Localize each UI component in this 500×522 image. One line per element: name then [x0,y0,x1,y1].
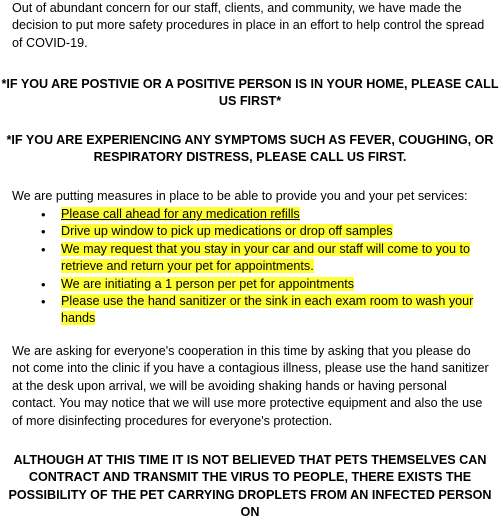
measure-text: We are initiating a 1 person per pet for appointments [61,276,355,291]
measure-text: Please call ahead for any medication refills [61,207,300,221]
notice-symptoms: *IF YOU ARE EXPERIENCING ANY SYMPTOMS SUCH AS FEVER, COUGHING, OR RESPIRATORY DISTRESS, PLEASE CALL US FIRST. [6,133,494,165]
measure-text: Please use the hand sanitizer or the sink in each exam room to wash your hands [61,294,474,326]
measure-item [36,206,476,223]
cooperation-paragraph: We are asking for everyone's cooperation in this time by asking that you please do not come into the clinic if you have a contagious illness, please use the hand sanitizer at the desk upon arrival, we will be avoiding shaking hands or having personal contact. You may notice that we will use more protective equipment and also the use of more disinfecting procedures for everyone's protection. [12,344,489,428]
measures-list [36,206,476,328]
measure-text: Drive up window to pick up medications or drop off samples [61,224,393,239]
measure-item [36,241,476,276]
notice-pets: ALTHOUGH AT THIS TIME IT IS NOT BELIEVED THAT PETS THEMSELVES CAN CONTRACT AND TRANSMIT THE VIRUS TO PEOPLE, THERE EXISTS THE POSSIBILITY OF THE PET CARRYING DROPLETS FROM AN INFECTED PERSON ON [8,453,492,520]
measure-item [36,293,476,328]
notice-positive: *IF YOU ARE POSTIVIE OR A POSITIVE PERSON IS IN YOUR HOME, PLEASE CALL US FIRST* [1,77,499,109]
measure-item [36,276,476,293]
measure-text: We may request that you stay in your car and our staff will come to you to retrieve and return your pet for appointments. [61,241,471,274]
intro-paragraph: Out of abundant concern for our staff, clients, and community, we have made the decision to put more safety procedures in place in an effort to help control the spread of COVID-19. [12,1,485,50]
measure-item [36,223,476,240]
measures-lead: We are putting measures in place to be able to provide you and your pet services: [12,189,468,203]
